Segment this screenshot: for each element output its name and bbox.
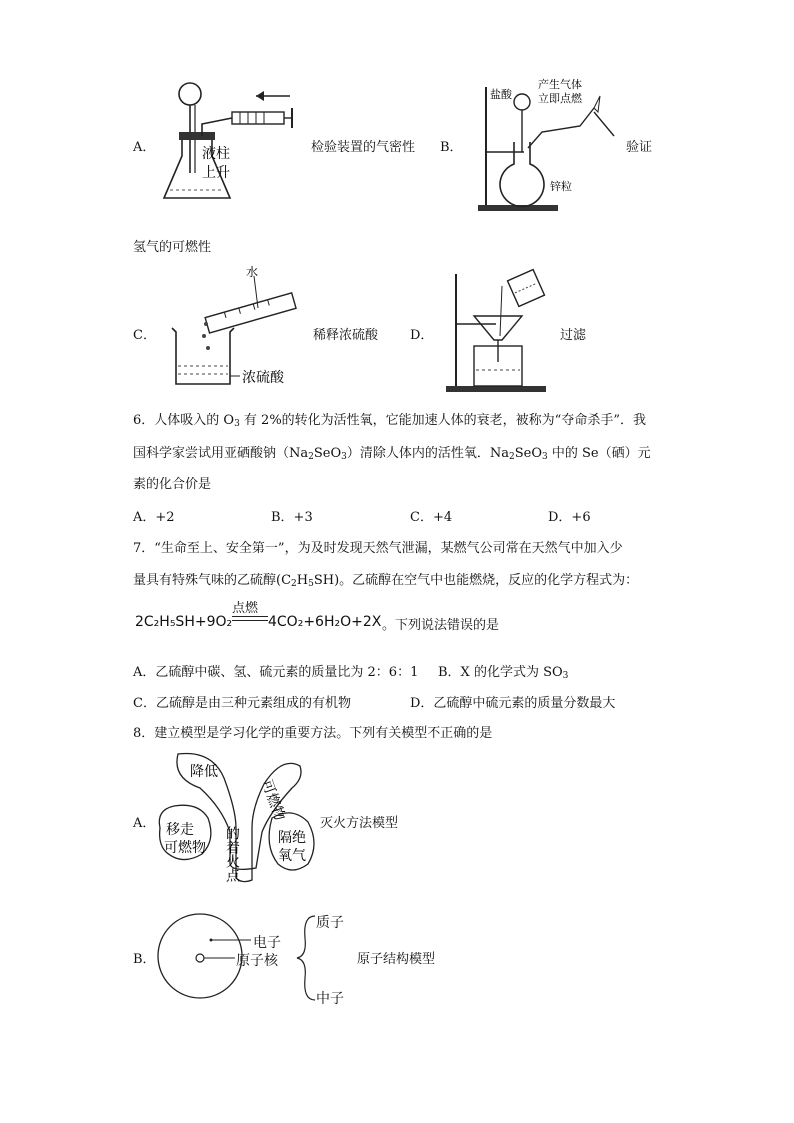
q7-equation-after: 。下列说法错误的是 <box>382 618 500 633</box>
q7-option-d: D．乙硫醇中硫元素的质量分数最大 <box>410 696 616 711</box>
q7-option-a: A．乙硫醇中碳、氢、硫元素的质量比为 2：6：1 <box>133 665 419 680</box>
airtightness-apparatus-figure <box>160 78 300 210</box>
option-d-letter: D． <box>410 328 434 343</box>
q6-option-b: B．+3 <box>271 510 313 525</box>
option-b-text-wrap: 氢气的可燃性 <box>133 240 212 255</box>
fig-text-zinc: 锌粒 <box>550 180 572 193</box>
fig-text-hcl: 盐酸 <box>490 88 512 101</box>
fig-text-liquid-column: 液柱 <box>202 146 230 162</box>
option-a-letter: A． <box>133 140 156 155</box>
option-a-text: 检验装置的气密性 <box>311 140 416 155</box>
q7-equation-condition: 点燃 <box>232 601 259 616</box>
fig-text-remove: 移走 <box>166 822 194 838</box>
q7-line-2: 量具有特殊气味的乙硫醇$(C_2H_5SH)$。乙硫醇在空气中也能燃烧，反应的化学方程式为： <box>133 573 639 589</box>
q6-line-3: 素的化合价是 <box>133 477 212 492</box>
q8-stem: 8．建立模型是学习化学的重要方法。下列有关模型不正确的是 <box>133 726 493 741</box>
q8-option-b-letter: B． <box>133 952 156 967</box>
fig-text-neutron: 中子 <box>316 991 344 1007</box>
fig-text-gas: 产生气体 <box>538 78 582 91</box>
q8-option-b-caption: 原子结构模型 <box>357 952 436 967</box>
fig-text-oxygen: 氧气 <box>278 848 306 864</box>
q6-option-a: A．+2 <box>133 510 175 525</box>
option-b-letter: B． <box>440 140 463 155</box>
fig-text-conc-acid: 浓硫酸 <box>242 370 284 386</box>
fig-text-remove-combustible: 可燃物 <box>164 840 206 856</box>
q7-line-1: 7．“生命至上、安全第一”，为及时发现天然气泄漏，某燃气公司常在天然气中加入少 <box>133 541 623 556</box>
q7-equation-equals <box>232 616 268 621</box>
q6-line-2: 国科学家尝试用亚硒酸钠$(Na_2SeO_3)$清除人体内的活性氧．$Na_2SeO_3$ 中的 Se（硒）元 <box>133 446 651 462</box>
option-c-letter: C． <box>133 328 156 343</box>
fig-text-lower: 降低 <box>190 764 218 780</box>
fig-text-ignition: 的着火点 <box>224 826 240 882</box>
q7-option-c: C．乙硫醇是由三种元素组成的有机物 <box>133 696 351 711</box>
fire-extinguishing-model-figure <box>152 748 322 888</box>
q7-equation-left: 2C₂H₅SH+9O₂ <box>135 614 233 630</box>
dilute-sulfuric-acid-figure <box>168 262 308 394</box>
fig-text-combustible: 可燃物 <box>258 777 288 823</box>
q6-line-1: 6．人体吸入的 $O_3$ 有 2%的转化为活性氧，它能加速人体的衰老，被称为“夺命杀手”．我 <box>133 413 646 429</box>
fig-text-ignite: 立即点燃 <box>538 92 582 105</box>
fig-text-isolate: 隔绝 <box>278 830 306 846</box>
q6-option-d: D．+6 <box>548 510 591 525</box>
fig-text-proton: 质子 <box>316 915 344 931</box>
option-b-text: 验证 <box>626 140 653 155</box>
q6-option-c: C．+4 <box>410 510 453 525</box>
filtration-apparatus-figure <box>442 266 552 396</box>
fig-text-water: 水 <box>246 265 259 279</box>
q7-equation-right: 4CO₂+6H₂O+2X <box>268 614 382 630</box>
fig-text-electron: 电子 <box>253 935 281 951</box>
fig-text-nucleus: 原子核 <box>236 953 278 969</box>
fig-text-rise: 上升 <box>202 165 230 181</box>
q8-option-a-caption: 灭火方法模型 <box>320 816 399 831</box>
q8-option-a-letter: A． <box>133 816 156 831</box>
option-d-text: 过滤 <box>560 328 587 343</box>
q7-option-b: B．X 的化学式为 $SO_3$ <box>438 665 569 681</box>
option-c-text: 稀释浓硫酸 <box>313 328 379 343</box>
hydrogen-combustion-apparatus-figure <box>476 72 626 217</box>
